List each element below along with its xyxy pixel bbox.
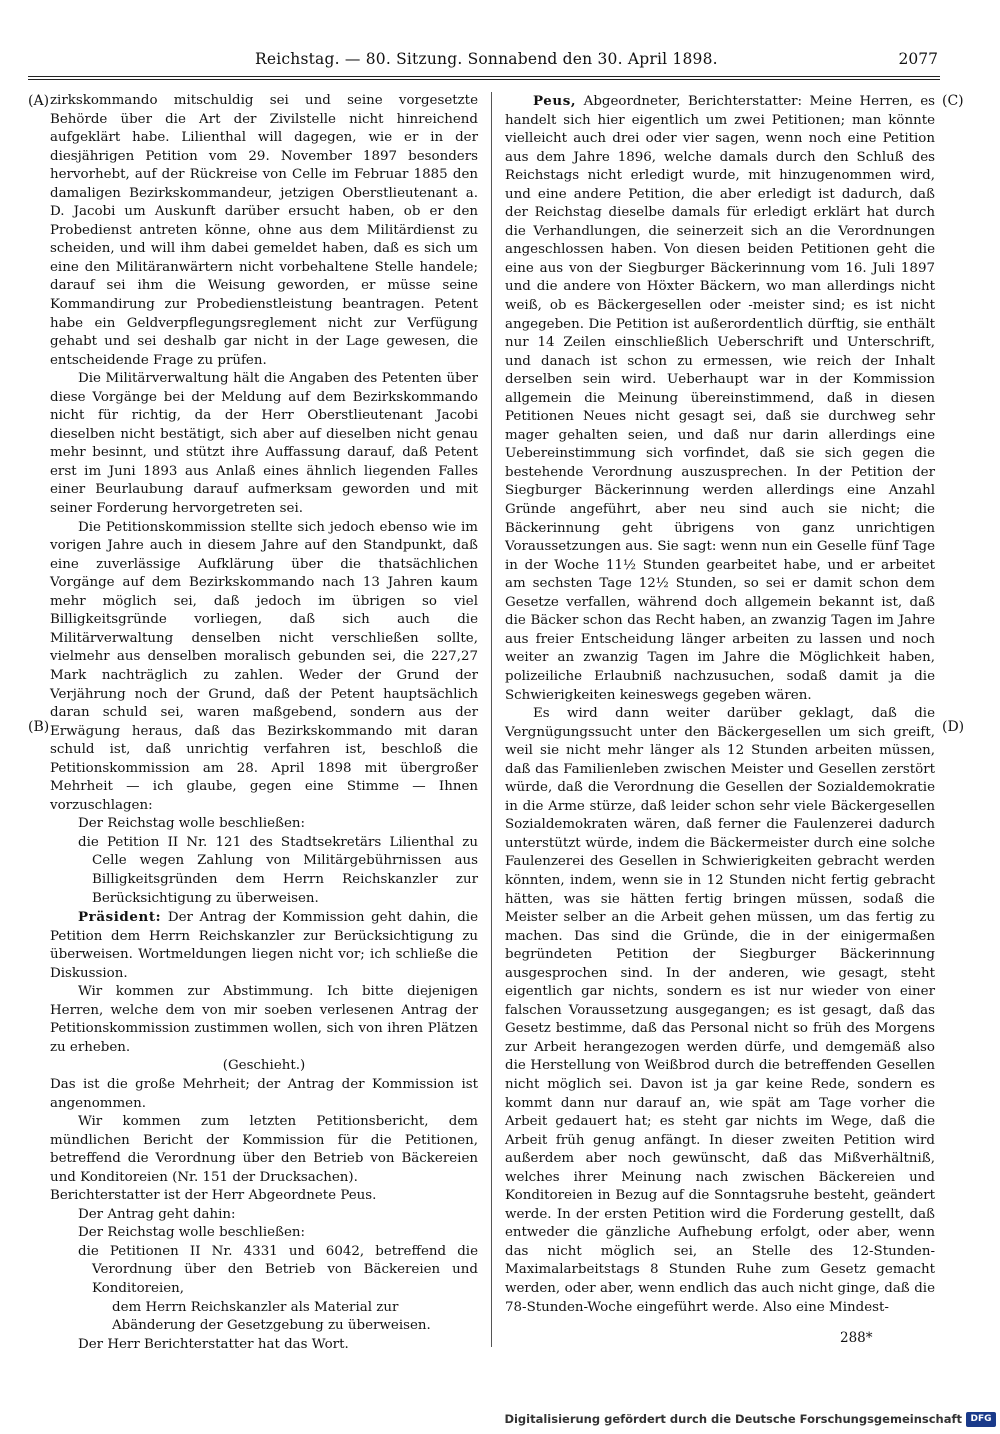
speaker-name: Peus, xyxy=(533,93,577,109)
left-column-paragraph xyxy=(50,815,478,834)
paragraph-text: Der Antrag geht dahin: xyxy=(78,1206,236,1222)
right-column xyxy=(505,92,935,1354)
paragraph-text: Der Herr Berichterstatter hat das Wort. xyxy=(78,1336,349,1352)
left-column-paragraph xyxy=(50,834,478,908)
paragraph-text: Die Militärverwaltung hält die Angaben des Petenten über diese Vorgänge bei der Meldung auf dem Bezirkskommando nicht für richtig, da der Herr Oberstlieutenant Jacobi dieselben nicht bestätigt, sich aber auf dieselben nicht genau mehr besinnt, und stützt ihre Auffassung darauf, daß Petent erst im Juni 1893 aus Anlaß eines ähnlich liegenden Falles einer Beurlaubung darauf aufmerksam geworden und mit seiner Forderung hervorgetreten sei. xyxy=(50,371,478,517)
section-marker-b: (B) xyxy=(28,719,50,735)
left-column-paragraph xyxy=(50,908,478,983)
section-marker-c: (C) xyxy=(942,93,964,109)
paragraph-text: Wir kommen zur Abstimmung. Ich bitte diejenigen Herren, welche dem von mir soeben verlesenen Antrag der Petitionskommission zustimmen wollen, sich von ihren Plätzen zu erheben. xyxy=(50,984,478,1055)
header-rule xyxy=(28,76,940,77)
signature-mark: 288* xyxy=(840,1330,873,1346)
page-number: 2077 xyxy=(898,50,938,68)
left-column xyxy=(50,92,478,1354)
right-column-paragraph xyxy=(505,705,935,1317)
paragraph-text: Abgeordneter, Berichterstatter: Meine Herren, es handelt sich hier eigentlich um zwei Petitionen; man könnte vielleicht auch drei oder vier sagen, wenn noch eine Petition aus dem Jahre 1896, welche damals durch den Schluß des Reichstags nicht erledigt wurde, mit hinzugenommen wird, und eine andere Petition, die aber erledigt ist dadurch, daß der Reichstag dieselbe damals für erledigt erklärt hat durch die Verhandlungen, die seinerzeit sich an die Verordnungen angeschlossen haben. Von diesen beiden Petitionen geht die eine aus von der Siegburger Bäckerinnung vom 16. Juli 1897 und die andere von Höxter Bäckern, wo man allerdings nicht weiß, ob es Bäckergesellen oder -meister sind; es ist nicht angegeben. Die Petition ist außerordentlich dürftig, sie enthält nur 14 Zeilen einschließlich Ueberschrift und Unterschrift, und danach ist schon zu ermessen, wie reich der Inhalt derselben sein wird. Ueberhaupt war in der Kommission allgemein die Meinung übereinstimmend, daß in diesen Petitionen Neues nicht gesagt sei, daß sie durchweg sehr mager gehalten seien, und daß nur darin allerdings eine Uebereinstimmung sich vorfindet, daß sie sich gegen die bestehende Verordnung auszusprechen. In der Petition der Siegburger Bäckerinnung werden allerdings eine Anzahl Gründe angeführt, aber neu sind auch sie nicht; die Bäckerinnung geht übrigens von ganz unrichtigen Voraussetzungen aus. Sie sagt: wenn nun ein Geselle fünf Tage in der Woche 11½ Stunden gearbeitet habe, und er arbeitet am sechsten Tage 12½ Stunden, so sei er damit schon dem Gesetze verfallen, während doch allgemein bekannt ist, daß die Bäcker schon das Recht haben, an zwanzig Tagen im Jahre aus freier Entscheidung länger arbeiten zu lassen und noch weiter an zwanzig Tagen im Jahre die Möglichkeit haben, polizeiliche Erlaubniß nachzusuchen, sodaß damit ja die Schwierigkeiten keineswegs gegeben wären. xyxy=(505,94,935,703)
footer xyxy=(0,1412,1000,1432)
paragraph-text: zirkskommando mitschuldig sei und seine vorgesetzte Behörde über die Art der Zivilstelle nicht hinreichend aufgeklärt habe. Lilienthal will dagegen, wie er in der diesjährigen Petition vom 29. November 1897 besonders hervorhebt, auf der Rückreise von Celle im Februar 1885 den damaligen Bezirkskommandeur, jetzigen Oberstlieutenant a. D. Jacobi um Auskunft darüber ersucht haben, ob er den Probedienst antreten könne, ohne aus dem Militärdienst zu scheiden, und will ihm dabei gemeldet haben, daß es sich um eine den Militäranwärtern nicht vorbehaltene Stelle handele; darauf sei ihm die Weisung geworden, er müsse seine Kommandirung zur Probedienstleistung beantragen. Petent habe ein Geldverpflegungsreglement nicht zur Verfügung gehabt und sei deshalb gar nicht in der Lage gewesen, die entscheidende Frage zu prüfen. xyxy=(50,93,478,368)
paragraph-text: Berichterstatter ist der Herr Abgeordnete Peus. xyxy=(50,1188,377,1204)
left-column-paragraph xyxy=(50,519,478,816)
right-column-paragraph xyxy=(505,92,935,705)
header-title: Reichstag. — 80. Sitzung. Sonnabend den 30. April 1898. xyxy=(255,50,718,68)
left-column-paragraph xyxy=(50,370,478,518)
column-divider xyxy=(491,92,492,1347)
paragraph-text: die Petition II Nr. 121 des Stadtsekretärs Lilienthal zu Celle wegen Zahlung von Militärgebührnissen aus Billigkeitsgründen dem Herrn Reichskanzler zur Berücksichtigung zu überweisen. xyxy=(78,834,478,906)
running-header xyxy=(0,50,1000,74)
paragraph-text: die Petitionen II Nr. 4331 und 6042, betreffend die Verordnung über den Betrieb von Bäckereien und Konditoreien, xyxy=(78,1243,478,1296)
left-column-paragraph xyxy=(50,983,478,1057)
paragraph-text: Der Antrag der Kommission geht dahin, die Petition dem Herrn Reichskanzler zur Berücksichtigung zu überweisen. Wortmeldungen liegen nicht vor; ich schließe die Diskussion. xyxy=(50,910,478,981)
paragraph-text: Der Reichstag wolle beschließen: xyxy=(78,1225,306,1241)
paragraph-text: Das ist die große Mehrheit; der Antrag der Kommission ist angenommen. xyxy=(50,1076,478,1111)
left-column-paragraph xyxy=(50,1243,478,1299)
dfg-logo-icon: DFG xyxy=(966,1412,996,1427)
left-column-paragraph xyxy=(50,1336,478,1355)
paragraph-text: Wir kommen zum letzten Petitionsbericht, dem mündlichen Bericht der Kommission für die Petitionen, betreffend die Verordnung über den Betrieb von Bäckereien und Konditoreien (Nr. 151 der Drucksachen). xyxy=(50,1114,478,1185)
left-column-paragraph xyxy=(50,1206,478,1225)
left-column-paragraph xyxy=(50,1076,478,1113)
paragraph-text: Es wird dann weiter darüber geklagt, daß die Vergnügungssucht unter den Bäckergesellen um sich greift, weil sie nicht mehr länger als 12 Stunden arbeiten müssen, daß das Familienleben zwischen Meister und Gesellen zerstört würde, daß die Verordnung die Gesellen der Sozialdemokratie in die Arme stürze, daß leider schon sehr viele Bäckergesellen Sozialdemokraten wären, daß ferner die Faulenzerei dadurch unterstützt würde, indem die Bäckermeister durch eine solche Faulenzerei des Gesellen in Schwierigkeiten gebracht werden könnten, indem, wenn sie in 12 Stunden nicht fertig gebracht hätten, was sie hätten fertig bringen müssen, sodaß die Meister selber an die Arbeit gehen müssen, um das fertig zu machen. Das sind die Gründe, die in der einigermaßen begründeten Petition der Siegburger Bäckerinnung ausgesprochen sind. In der anderen, wie gesagt, steht eigentlich gar nichts, sondern es ist nur wieder von einer falschen Voraussetzung ausgegangen; es ist gesagt, daß das Gesetz bestimme, daß das Personal nicht so früh des Morgens zur Arbeit herangezogen werden dürfe, und demgemäß also die Herstellung von Weißbrod durch die betreffenden Gesellen nicht möglich sei. Davon ist ja gar keine Rede, sondern es kommt dann nur darauf an, wie spät am Tage vorher die Arbeit gedauert hat; es steht gar nichts im Wege, daß die Arbeit früh genug anfängt. In dieser zweiten Petition wird außerdem aber noch gewünscht, daß das Mißverhältniß, welches ihrer Meinung nach zwischen Bäckereien und Konditoreien in Bezug auf die Sonntagsruhe besteht, geändert werde. In der ersten Petition wird die Forderung gestellt, daß entweder die gänzliche Aufhebung erfolgt, oder aber, wenn das nicht möglich sei, an Stelle des 12-Stunden-Maximalarbeitstags 8 Stunden Ruhe zum Gesetz gemacht werden, oder aber, wenn endlich das auch nicht ginge, daß die 78-Stunden-Woche eingeführt werde. Also eine Mindest- xyxy=(505,706,935,1315)
section-marker-a: (A) xyxy=(28,93,50,109)
left-column-paragraph xyxy=(50,1224,478,1243)
paragraph-text: dem Herrn Reichskanzler als Material zur Abänderung der Gesetzgebung zu überweisen. xyxy=(112,1299,431,1334)
left-column-paragraph xyxy=(50,1299,478,1336)
left-column-paragraph xyxy=(50,1057,478,1076)
footer-credit: Digitalisierung gefördert durch die Deutsche Forschungsgemeinschaft xyxy=(504,1412,962,1426)
paragraph-text: Der Reichstag wolle beschließen: xyxy=(78,816,306,832)
left-column-paragraph xyxy=(50,92,478,370)
section-marker-d: (D) xyxy=(942,719,965,735)
paragraph-text: Die Petitionskommission stellte sich jedoch ebenso wie im vorigen Jahre auch in diesem Jahre auf den Standpunkt, daß eine zuverlässige Aufklärung über die thatsächlichen Vorgänge auf dem Bezirkskommando nach 13 Jahren kaum mehr möglich sei, daß jedoch im übrigen so viel Billigkeitsgründe vorliegen, daß sich auch die Militärverwaltung denselben nicht verschließen sollte, vielmehr aus denselben moralisch gebunden sei, die 227,27 Mark nachträglich zu zahlen. Weder der Grund der Verjährung noch der Grund, daß der Petent hauptsächlich daran schuld sei, waren maßgebend, sondern aus der Erwägung heraus, daß das Bezirkskommando mit daran schuld ist, daß unrichtig verfahren ist, beschloß die Petitionskommission am 28. April 1898 mit übergroßer Mehrheit — ich glaube, gegen eine Stimme — Ihnen vorzuschlagen: xyxy=(50,519,478,813)
speaker-name: Präsident: xyxy=(78,909,162,926)
paragraph-text: (Geschieht.) xyxy=(222,1058,306,1074)
left-column-paragraph xyxy=(50,1113,478,1187)
header-rule xyxy=(28,79,940,80)
left-column-paragraph xyxy=(50,1187,478,1206)
